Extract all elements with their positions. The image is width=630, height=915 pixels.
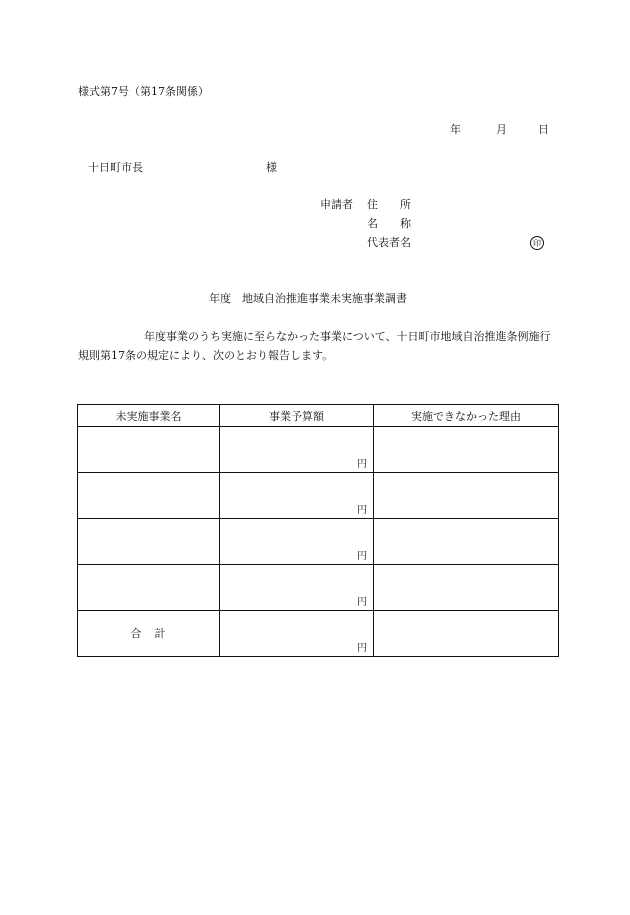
date-month: 月 xyxy=(496,123,507,136)
budget-cell[interactable] xyxy=(220,427,374,473)
form-number: 様式第7号（第17条関係） xyxy=(78,85,209,98)
yen-unit: 円 xyxy=(357,597,367,608)
budget-cell[interactable] xyxy=(220,565,374,611)
reason-cell[interactable] xyxy=(374,427,559,473)
reason-cell[interactable] xyxy=(374,473,559,519)
address-label: 住 所 xyxy=(367,198,411,211)
budget-cell[interactable] xyxy=(220,473,374,519)
report-table xyxy=(77,404,559,657)
date-line xyxy=(450,123,549,137)
project-name-cell[interactable] xyxy=(78,519,220,565)
budget-cell[interactable] xyxy=(220,519,374,565)
table-row xyxy=(78,427,559,473)
yen-unit: 円 xyxy=(357,551,367,562)
addressee: 十日町市長 xyxy=(88,161,143,174)
project-name-cell[interactable] xyxy=(78,565,220,611)
header-project-name: 未実施事業名 xyxy=(78,405,220,427)
total-label-cell xyxy=(78,611,220,657)
header-budget: 事業予算額 xyxy=(220,405,374,427)
representative-label: 代表者名 xyxy=(367,236,411,249)
table-row xyxy=(78,473,559,519)
total-row xyxy=(78,611,559,657)
reason-cell[interactable] xyxy=(374,565,559,611)
document-title: 年度 地域自治推進事業未実施事業調書 xyxy=(209,292,407,305)
project-name-cell[interactable] xyxy=(78,473,220,519)
table-row xyxy=(78,565,559,611)
body-text: 年度事業のうち実施に至らなかった事業について、十日町市地域自治推進条例施行規則第17条の規定により、次のとおり報告します。 xyxy=(78,330,551,362)
total-reason-cell[interactable] xyxy=(374,611,559,657)
applicant-label: 申請者 xyxy=(320,198,353,211)
total-budget-cell[interactable] xyxy=(220,611,374,657)
total-label: 合 計 xyxy=(130,627,167,640)
table-header-row xyxy=(78,405,559,427)
date-year: 年 xyxy=(450,123,461,136)
name-label: 名 称 xyxy=(367,217,411,230)
reason-cell[interactable] xyxy=(374,519,559,565)
header-reason: 実施できなかった理由 xyxy=(374,405,559,427)
seal-mark: 印 xyxy=(530,236,544,250)
project-name-cell[interactable] xyxy=(78,427,220,473)
yen-unit: 円 xyxy=(357,643,367,654)
addressee-suffix: 様 xyxy=(266,161,277,174)
yen-unit: 円 xyxy=(357,505,367,516)
table-row xyxy=(78,519,559,565)
date-day: 日 xyxy=(538,123,549,136)
yen-unit: 円 xyxy=(357,459,367,470)
